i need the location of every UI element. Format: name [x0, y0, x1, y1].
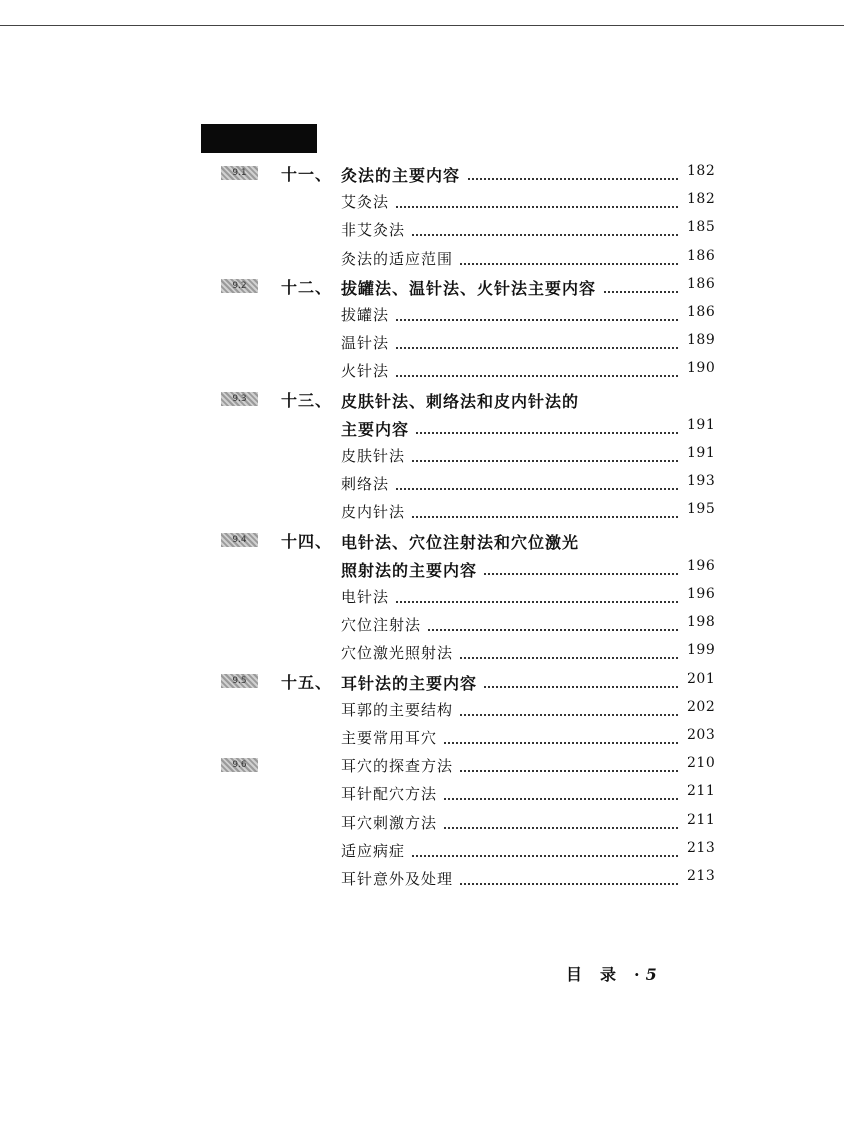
entry-title: 电针法 — [341, 586, 395, 607]
entry-title: 火针法 — [341, 360, 395, 381]
toc-entry[interactable] — [0, 863, 866, 891]
toc-entry[interactable] — [0, 496, 866, 524]
entry-title: 皮肤针法 — [341, 445, 411, 466]
page-number: 196 — [687, 557, 716, 574]
entry-title: 耳穴的探查方法 — [341, 755, 459, 776]
toc-entry[interactable] — [0, 327, 866, 355]
page-number: 211 — [687, 783, 716, 800]
page-number: 191 — [687, 445, 716, 461]
page-number: 190 — [687, 360, 716, 377]
entry-title: 照射法的主要内容 — [341, 558, 483, 581]
chapter-number: 十四、 — [281, 531, 333, 551]
entry-title: 皮内针法 — [341, 501, 411, 522]
toc-entry[interactable] — [0, 694, 866, 722]
chapter-number: 十一、 — [281, 165, 333, 184]
toc-entry[interactable] — [0, 468, 866, 496]
entry-title: 耳针法的主要内容 — [341, 671, 483, 694]
page-number: 196 — [687, 586, 716, 602]
toc-entry[interactable] — [0, 807, 866, 835]
toc-entry[interactable] — [0, 553, 866, 581]
toc-entry[interactable] — [0, 243, 866, 271]
chapter-number: 十五、 — [281, 672, 333, 692]
toc-entry[interactable] — [0, 581, 866, 609]
toc-entry[interactable] — [0, 271, 866, 299]
section-marker: 9.2 — [221, 279, 258, 293]
toc-entry[interactable] — [0, 214, 866, 242]
toc-entry[interactable] — [0, 355, 866, 383]
entry-title: 灸法的适应范围 — [341, 248, 459, 269]
entry-title: 耳针配穴方法 — [341, 783, 443, 804]
page-number: 198 — [687, 614, 716, 631]
toc-entry[interactable] — [0, 440, 866, 468]
page-number: 202 — [687, 698, 716, 715]
toc-entry[interactable] — [0, 778, 866, 806]
entry-title: 主要内容 — [341, 417, 415, 440]
page-footer — [566, 962, 657, 985]
section-marker: 9.4 — [221, 533, 258, 547]
entry-title: 穴位注射法 — [341, 614, 427, 635]
entry-title: 温针法 — [341, 332, 395, 353]
entry-title: 拔罐法、温针法、火针法主要内容 — [341, 276, 602, 299]
page-number: 203 — [687, 727, 716, 743]
page-number: 195 — [687, 501, 716, 518]
toc-entry[interactable] — [0, 525, 866, 553]
section-marker: 9.5 — [221, 674, 258, 688]
page-number: 213 — [687, 868, 716, 884]
page-number: 189 — [687, 332, 716, 349]
redacted-heading-block — [201, 124, 317, 153]
entry-title: 耳针意外及处理 — [341, 868, 459, 889]
entry-title: 穴位激光照射法 — [341, 642, 459, 663]
page-number: 213 — [687, 839, 716, 856]
entry-title: 主要常用耳穴 — [341, 727, 443, 748]
entry-title: 皮肤针法、刺络法和皮内针法的 — [341, 389, 585, 412]
footer-dot: · — [634, 965, 640, 984]
entry-title: 非艾灸法 — [341, 219, 411, 240]
toc-entry[interactable] — [0, 750, 866, 778]
page-number: 186 — [687, 304, 716, 320]
page-number: 186 — [687, 247, 716, 264]
page-number: 185 — [687, 219, 716, 236]
page-number: 193 — [687, 473, 716, 490]
section-marker: 9.1 — [221, 166, 258, 180]
entry-title: 适应病症 — [341, 840, 411, 861]
page-number: 210 — [687, 755, 716, 772]
page-number: 191 — [687, 416, 716, 433]
page-number: 201 — [687, 670, 716, 687]
entry-title: 灸法的主要内容 — [341, 163, 466, 186]
toc-entry[interactable] — [0, 158, 866, 186]
chapter-number: 十三、 — [281, 390, 333, 410]
entry-title: 电针法、穴位注射法和穴位激光 — [341, 530, 585, 553]
top-rule — [0, 25, 844, 26]
footer-page-number: 5 — [645, 965, 657, 984]
page-number: 186 — [687, 275, 716, 292]
page-number: 199 — [687, 642, 716, 659]
toc-entry[interactable] — [0, 384, 866, 412]
toc-entry[interactable] — [0, 412, 866, 440]
entry-title: 耳郭的主要结构 — [341, 699, 459, 720]
footer-category: 目录 — [566, 965, 635, 984]
entry-title: 耳穴刺激方法 — [341, 812, 443, 833]
toc-entry[interactable] — [0, 722, 866, 750]
section-marker: 9.6 — [221, 758, 258, 772]
section-marker: 9.3 — [221, 392, 258, 406]
toc-entry[interactable] — [0, 637, 866, 665]
entry-title: 艾灸法 — [341, 191, 395, 212]
toc-entry[interactable] — [0, 186, 866, 214]
toc-entry[interactable] — [0, 835, 866, 863]
toc-entry[interactable] — [0, 666, 866, 694]
entry-title: 刺络法 — [341, 473, 395, 494]
toc-entry[interactable] — [0, 609, 866, 637]
page-number: 182 — [687, 163, 716, 179]
page-number: 182 — [687, 191, 716, 208]
chapter-number: 十二、 — [281, 277, 333, 297]
entry-title: 拔罐法 — [341, 304, 395, 325]
page-number: 211 — [687, 811, 716, 828]
toc-entry[interactable] — [0, 299, 866, 327]
